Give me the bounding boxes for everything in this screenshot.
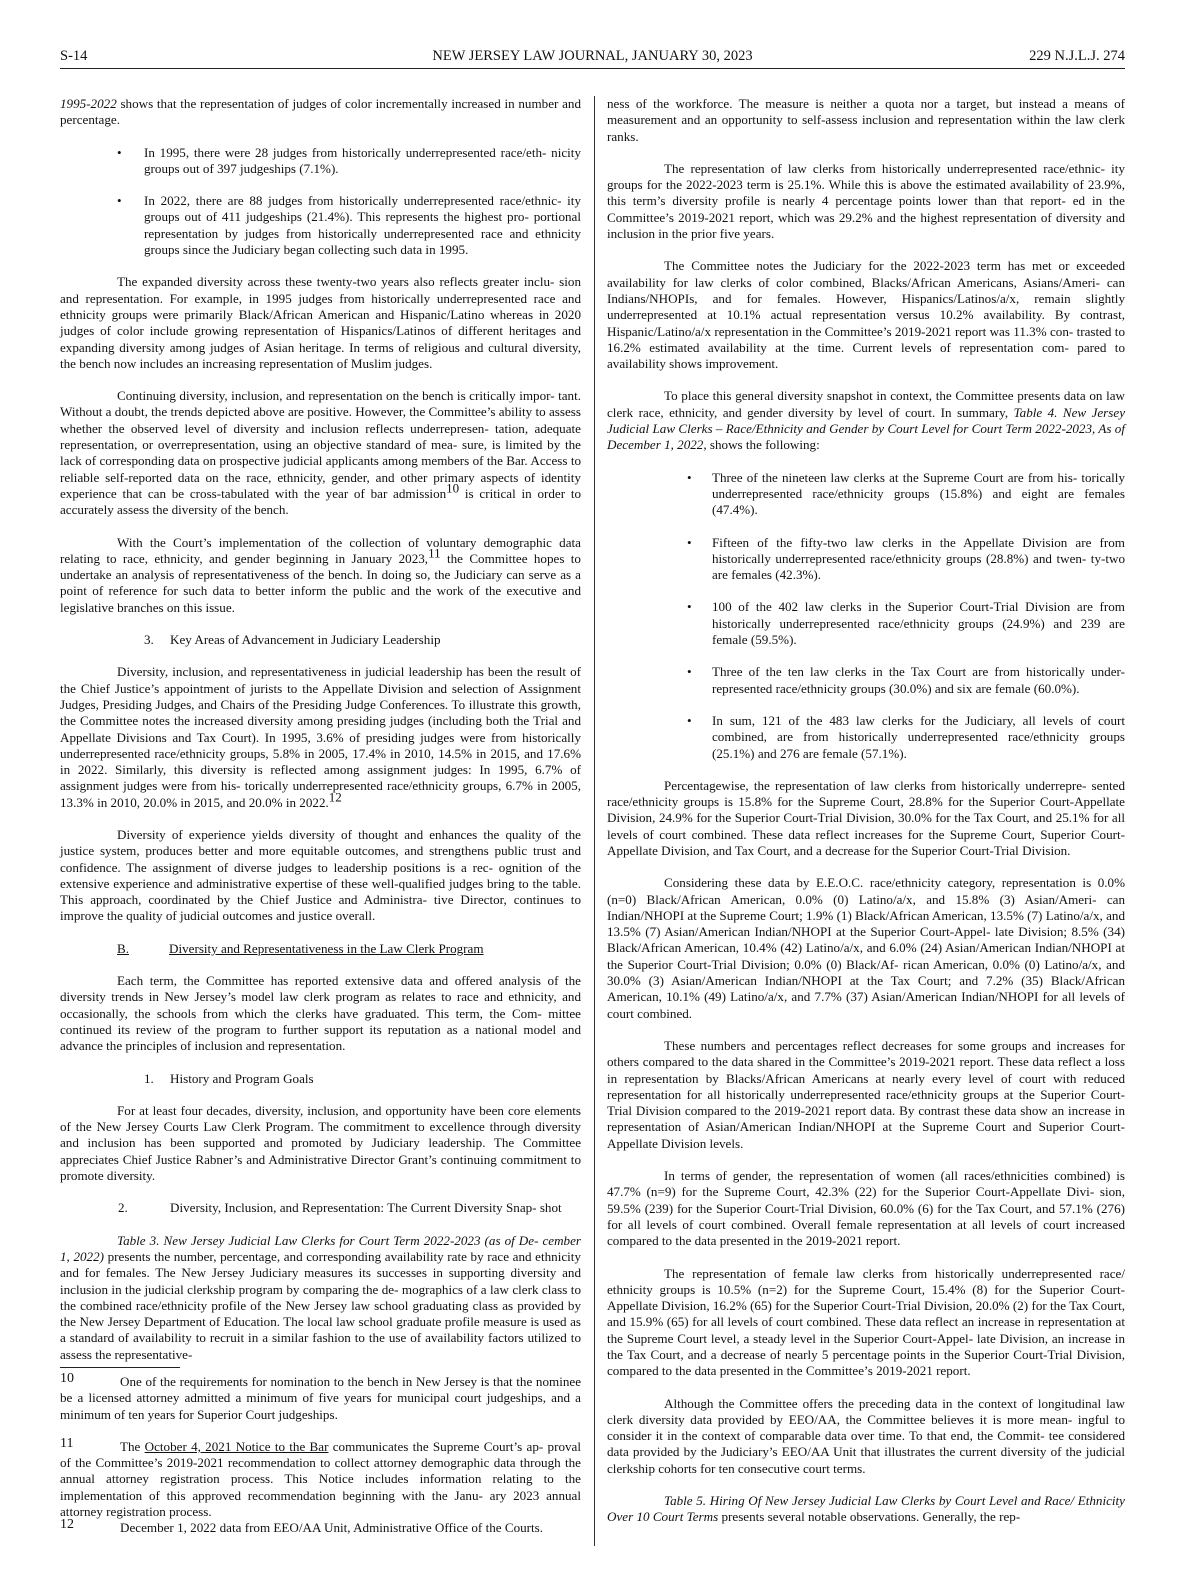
paragraph: To place this general diversity snapshot in context, the Committee presents data on law clerk race, ethnicity, and gender diversity by level of court. In summary, Table 4. New Jersey Judicial Law Clerks – Race/Ethnicity and Gender by Court Level for Court Term 2022-2023, As of December 1, 2022, shows the following: bbox=[607, 388, 1126, 453]
paragraph: Diversity of experience yields diversity of thought and enhances the quality of the justice system, produces better and more equitable outcomes, and strengthens public trust and confidence. The assignment of diverse judges to leadership positions is a rec- ognition of the extensive experience and administrative expertise of these well-qualified judges bring to the table. This approach, coordinated by the Chief Justice and Administra- tive Director, continues to improve the quality of judicial outcomes and justice overall. bbox=[60, 826, 581, 924]
bullet-item: • Fifteen of the fifty-two law clerks in the Appellate Division are from historically underrepresented race/ethnicity groups (28.8%) and twen- ty-two are females (42.3%). bbox=[607, 535, 1125, 584]
column-divider bbox=[594, 96, 595, 1546]
citation: 229 N.J.L.J. 274 bbox=[1029, 48, 1125, 64]
page-header bbox=[60, 48, 1125, 69]
subsection-heading: 3. Key Areas of Advancement in Judiciary Leadership bbox=[144, 632, 441, 648]
section-heading: B. Diversity and Representativeness in the Law Clerk Program bbox=[117, 940, 484, 956]
subsection-heading: 2. Diversity, Inclusion, and Representation: The Current Diversity Snap- shot bbox=[118, 1200, 562, 1216]
paragraph: In terms of gender, the representation of women (all races/ethnicities combined) is 47.7% (n=9) for the Supreme Court, 42.3% (22) for the Superior Court-Appellate Divi- sion, 59.5% (239) for the Superior Court-Trial Division, 60.0% (6) for the Tax Court, and 57.1% (276) for all levels of court combined. Overall female representation at all levels of court increased compared to the data presented in the 2019-2021 report. bbox=[607, 1168, 1125, 1249]
paragraph: The expanded diversity across these twenty-two years also reflects greater inclu- sion and representation. For example, in 1995 judges from historically underrepresented race and ethnicity groups were primarily Black/African American and Hispanic/Latino whereas in 2020 judges of color include growing representation of Hispanics/Latinos of different heritages and expanding diversity among judges of Asian heritage. In terms of religious and cultural diversity, the bench now includes an increasing representation of Muslim judges. bbox=[60, 274, 581, 371]
paragraph: ness of the workforce. The measure is neither a quota nor a target, but instead a means of measurement and an opportunity to self-assess inclusion and representation within the law clerk ranks. bbox=[607, 96, 1125, 144]
paragraph: Percentagewise, the representation of law clerks from historically underrepre- sented race/ethnicity groups is 15.8% for the Supreme Court, 28.8% for the Superior Court-Appellate Division, 24.9% for the Superior Court-Trial Division, 30.0% for the Tax Court, and 25.1% for all levels of court combined. These data reflect increases for the Supreme Court, Superior Court-Appellate Division, and Tax Court, and a decrease for the Superior Court-Trial Division. bbox=[607, 777, 1125, 858]
bullet-list bbox=[60, 145, 581, 259]
paragraph: Diversity, inclusion, and representativeness in judicial leadership has been the result of the Chief Justice’s appointment of jurists to the Appellate Division and selection of Assignment Judges, Presiding Judges, and Chairs of the Presiding Judge Conferences. To illustrate this growth, the Committee notes the increased diversity among presiding judges (including both the Trial and Appellate Divisions and Tax Court). In 1995, 3.6% of presiding judges were from historically underrepresented race/ethnicity groups, 5.8% in 2005, 17.4% in 2010, 14.5% in 2015, and 17.6% in 2022. Similarly, this diversity is reflected among assignment judges: In 1995, 6.7% of assignment judges were from his- torically underrepresented race/ethnicity groups, 6.7% in 2005, 13.3% in 2010, 20.0% in 2015, and 20.0% in 2022.12 bbox=[60, 664, 581, 810]
bullet-item: • In sum, 121 of the 483 law clerks for the Judiciary, all levels of court combined, are from historically underrepresented race/ethnicity groups (25.1%) and 276 are female (57.1%). bbox=[607, 713, 1125, 762]
footnote-ref[interactable]: 12 bbox=[328, 789, 342, 805]
paragraph: The representation of female law clerks from historically underrepresented race/ ethnicity groups is 10.5% (n=2) for the Supreme Court, 15.4% (8) for the Superior Court- Appellate Division, 16.2% (65) for the Superior Court-Trial Division, 20.0% (2) for the Tax Court, and 15.9% (65) for all levels of court combined. These data reflect an increase in representation at the Supreme Court level, a steady level in the Superior Court-Appel- late Division, an increase in the Tax Court, and a decrease of nearly 5 percentage points in the Superior Court-Trial Division, compared to the data presented in the Committee’s 2019-2021 report. bbox=[607, 1265, 1125, 1379]
bullet-item: • In 1995, there were 28 judges from historically underrepresented race/eth- nicity groups out of 397 judgeships (7.1%). bbox=[60, 145, 581, 178]
footnote: 10 One of the requirements for nomination to the bench in New Jersey is that the nominee be a licensed attorney admitted a minimum of five years for municipal court judgeships, and a minimum of ten years for Superior Court judgeships. bbox=[60, 1371, 581, 1422]
paragraph: Although the Committee offers the preceding data in the context of longitudinal law clerk diversity data provided by EEO/AA, the Committee believes it is more mean- ingful to consider it in the context of comparable data over time. To that end, the Commit- tee considered data provided by the Judiciary’s EEO/AA Unit that illustrates the current diversity of the judicial clerkship cohorts for ten consecutive court terms. bbox=[607, 1395, 1125, 1476]
paragraph: With the Court’s implementation of the collection of voluntary demographic data relating to race, ethnicity, and gender beginning in January 2023,11 the Committee hopes to undertake an analysis of representativeness of the bench. In doing so, the Judiciary can serve as a point of reference for such data to better inform the public and the work of the executive and legislative branches on this issue. bbox=[60, 534, 581, 615]
paragraph: The representation of law clerks from historically underrepresented race/ethnic- ity groups for the 2022-2023 term is 25.1%. While this is above the estimated availability of 23.9%, this term’s diversity profile is nearly 4 percentage points lower than that report- ed in the Committee’s 2019-2021 report, which was 29.2% and the highest representation of diversity and inclusion in the prior five years. bbox=[607, 160, 1125, 242]
bullet-item: • 100 of the 402 law clerks in the Superior Court-Trial Division are from historically underrepresented race/ethnicity groups (24.9%) and 239 are female (59.5%). bbox=[607, 599, 1125, 648]
bullet-item: • In 2022, there are 88 judges from historically underrepresented race/ethnic- ity groups out of 411 judgeships (21.4%). This represents the highest pro- portional representation by judges from historically underrepresented race and ethnicity groups since the Judiciary began collecting such data in 1995. bbox=[60, 193, 581, 258]
bullet-item: • Three of the nineteen law clerks at the Supreme Court are from his- torically underrepresented race/ethnicity groups (15.8%) and eight are females (47.4%). bbox=[607, 470, 1125, 519]
paragraph: For at least four decades, diversity, inclusion, and opportunity have been core elements of the New Jersey Courts Law Clerk Program. The commitment to excellence through diversity and inclusion has been supported and promoted by Judiciary leadership. The Committee appreciates Chief Justice Rabner’s and Administrative Director Grant’s continuing commitment to promote diversity. bbox=[60, 1102, 581, 1184]
footnote: 11 The October 4, 2021 Notice to the Bar communicates the Supreme Court’s ap- proval of the Committee’s 2019-2021 recommendation to collect attorney demographic data through the annual attorney registration process. This Notice includes information relating to the implementation of this approved recommendation beginning with the Janu- ary 2023 annual attorney registration process. bbox=[60, 1435, 581, 1520]
paragraph: Table 5. Hiring Of New Jersey Judicial Law Clerks by Court Level and Race/ Ethnicity Over 10 Court Terms presents several notable observations. Generally, the rep- bbox=[607, 1493, 1125, 1525]
page-number: S-14 bbox=[60, 48, 88, 64]
footnote-ref[interactable]: 10 bbox=[446, 480, 460, 496]
footnote-rule bbox=[60, 1367, 180, 1368]
bullet-list bbox=[607, 470, 1125, 762]
left-column bbox=[60, 96, 581, 1553]
paragraph: These numbers and percentages reflect decreases for some groups and increases for others compared to the data shared in the Committee’s 2019-2021 report. These data reflect a loss in representation by Blacks/African Americans at nearly every level of court with reduced representation for all historically underrepresented race/ethnicity groups at the Superior Court-Trial Division compared to the 2019-2021 report data. By contrast these data show an increase in representation of Asian/American Indian/NHOPI at the Supreme Court and Superior Court-Appellate Division levels. bbox=[607, 1037, 1125, 1151]
paragraph: Continuing diversity, inclusion, and representation on the bench is critically impor- tant. Without a doubt, the trends depicted above are positive. However, the Committee’s ability to assess whether the observed level of diversity and inclusion reflects underrepresen- tation, adequate representation, or overrepresentation, using an objective standard of mea- sure, is limited by the lack of corresponding data on prospective judicial applicants among members of the Bar. Access to reliable self-reported data on the race, ethnicity, gender, and other primary aspects of identity experience that can be cross-tabulated with the year of bar admission$^{10}$ is critical in order to accurately assess the diversity of the bench. bbox=[60, 388, 582, 518]
subsection-heading: 1. History and Program Goals bbox=[144, 1070, 314, 1086]
paragraph: 1995-2022 shows that the representation of judges of color incrementally increased in number and percentage. bbox=[60, 96, 581, 128]
paragraph: Considering these data by E.E.O.C. race/ethnicity category, representation is 0.0% (n=0) Black/African American, 0.0% (0) Latino/a/x, and 15.8% (3) Asian/Ameri- can Indian/NHOPI at the Supreme Court; 1.9% (1) Black/African American, 13.5% (7) Latino/a/x, and 13.5% (7) Asian/American Indian/NHOPI at the Superior Court-Appel- late Division; 8.5% (34) Black/African American, 10.4% (42) Latino/a/x, and 6.0% (24) Asian/American Indian/NHOPI at the Superior Court-Trial Division; 0.0% (0) Black/Af- rican American, 0.0% (0) Latino/a/x, and 30.0% (3) Asian/American Indian/NHOPI at the Tax Court; and 7.2% (35) Black/African American, 10.1% (49) Latino/a/x, and 7.7% (37) Asian/American Indian/NHOPI for all levels of court combined. bbox=[607, 875, 1125, 1021]
right-column bbox=[607, 96, 1125, 1542]
notice-to-bar-link[interactable]: October 4, 2021 Notice to the Bar bbox=[144, 1438, 329, 1454]
footnote-ref[interactable]: 11 bbox=[428, 545, 441, 561]
paragraph: Each term, the Committee has reported extensive data and offered analysis of the diversity trends in New Jersey’s model law clerk program as relates to race and ethnicity, and occasionally, the schools from which the clerks have graduated. This term, the Com- mittee continued its review of the program to further support its reputation as a national model and advance the principles of inclusion and representation. bbox=[60, 973, 581, 1054]
journal-title: NEW JERSEY LAW JOURNAL, JANUARY 30, 2023 bbox=[432, 48, 753, 64]
paragraph: Table 3. New Jersey Judicial Law Clerks for Court Term 2022-2023 (as of De- cember 1, 2022) presents the number, percentage, and corresponding availability rate by race and ethnicity and for females. The New Jersey Judiciary measures its successes in supporting diversity and inclusion in the judicial clerkship program by comparing the de- mographics of a law clerk class to the combined race/ethnicity profile of the New Jersey law school graduating class as provided by the New Jersey Department of Education. The local law school graduate profile measure is used as a standard of availability to recruit in a similar fashion to the use of availability factors utilized to assess the representative- bbox=[60, 1232, 581, 1362]
bullet-item: • Three of the ten law clerks in the Tax Court are from historically under- represented race/ethnicity groups (30.0%) and six are female (60.0%). bbox=[607, 664, 1125, 697]
paragraph: The Committee notes the Judiciary for the 2022-2023 term has met or exceeded availability for law clerks of color combined, Blacks/African Americans, Asians/Ameri- can Indians/NHOPIs, and for females. However, Hispanics/Latinos/a/x, remain slightly underrepresented at 10.1% actual representation versus 10.2% availability. By contrast, Hispanic/Latino/a/x representation in the Committee’s 2019-2021 report was 11.3% con- trasted to 16.2% estimated availability at the time. Current levels of representation com- pared to availability shows improvement. bbox=[607, 258, 1125, 372]
footnote: 12 December 1, 2022 data from EEO/AA Unit, Administrative Office of the Courts. bbox=[60, 1517, 544, 1536]
